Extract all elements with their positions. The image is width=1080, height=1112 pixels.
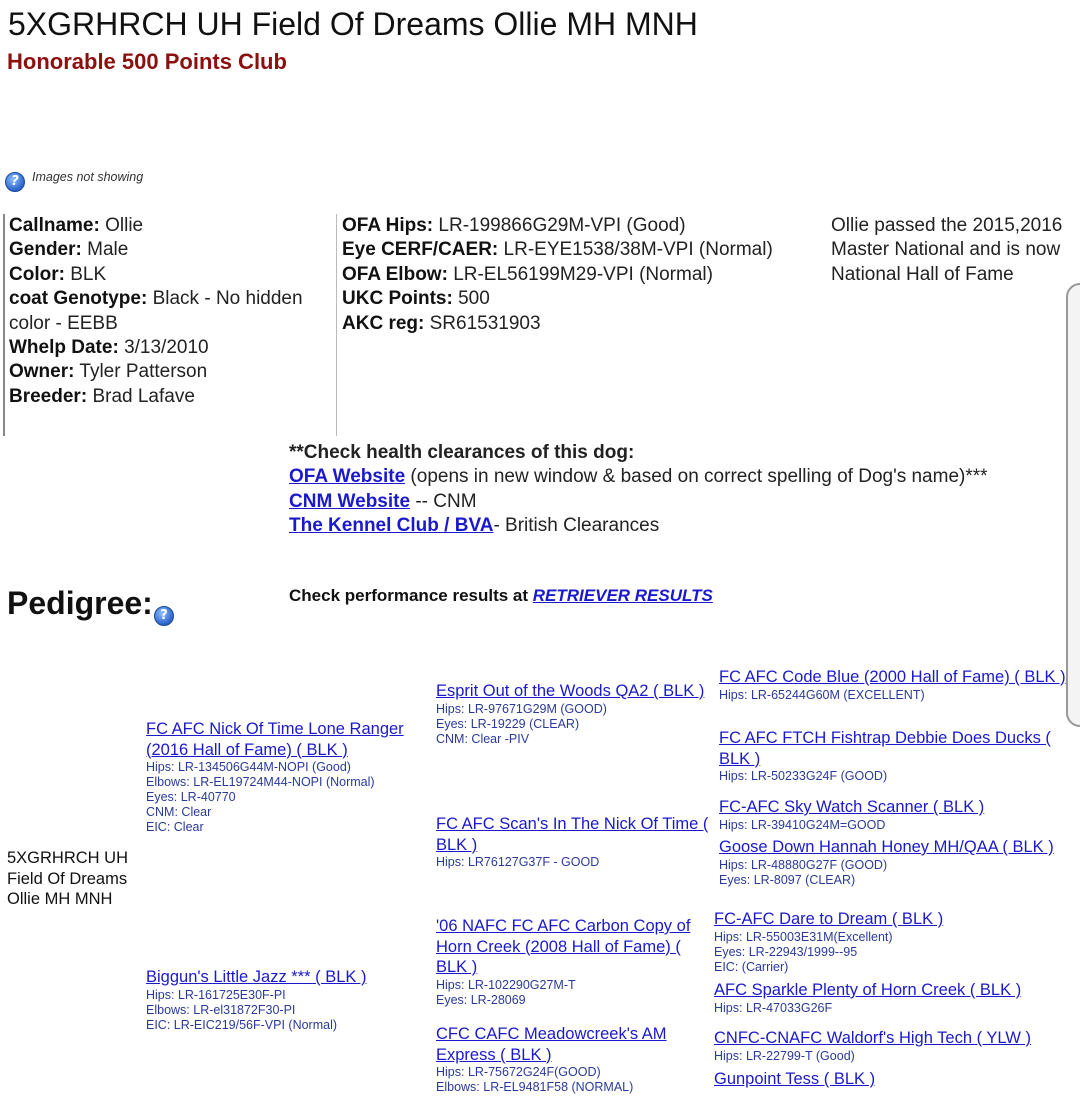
performance-text: Check performance results at bbox=[289, 586, 533, 605]
pedigree-help-icon[interactable]: ? bbox=[154, 606, 174, 626]
ofa-website-link[interactable]: OFA Website bbox=[289, 466, 406, 488]
pedigree-dog-link[interactable]: FC AFC Code Blue (2000 Hall of Fame) ( BLK ) bbox=[719, 668, 1066, 686]
pedigree-gen3-6 bbox=[714, 980, 1074, 1016]
pedigree-dog-link[interactable]: Esprit Out of the Woods QA2 ( BLK ) bbox=[436, 682, 705, 700]
dog-note: Ollie passed the 2015,2016 Master National and is now National Hall of Fame bbox=[831, 215, 1063, 285]
pedigree-dog-link[interactable]: FC AFC Nick Of Time Lone Ranger (2016 Hall of Fame) ( BLK ) bbox=[146, 720, 404, 759]
pedigree-gen3-3 bbox=[719, 797, 1074, 833]
cnm-note: -- CNM bbox=[410, 490, 477, 512]
kennel-club-link[interactable]: The Kennel Club / BVA bbox=[289, 515, 494, 537]
pedigree-subject: 5XGRHRCH UH Field Of Dreams Ollie MH MNH bbox=[7, 849, 129, 908]
whelp-date-row: Whelp Date: 3/13/2010 bbox=[9, 337, 209, 359]
health-line: Hips: LR-102290G27M-T bbox=[436, 977, 576, 992]
coat-genotype-row: coat Genotype: Black - No hidden color - EEBB bbox=[9, 288, 303, 334]
pedigree-dog-link[interactable]: Goose Down Hannah Honey MH/QAA ( BLK ) bbox=[719, 838, 1054, 856]
kennel-club-note: - British Clearances bbox=[493, 515, 660, 537]
color-row: Color: BLK bbox=[9, 263, 107, 285]
pedigree-dog-link[interactable]: FC AFC Scan's In The Nick Of Time ( BLK ) bbox=[436, 815, 709, 854]
eye-cerf-row: Eye CERF/CAER: LR-EYE1538/38M-VPI (Normal) bbox=[342, 239, 773, 261]
pedigree-dog-link[interactable]: CNFC-CNAFC Waldorf's High Tech ( YLW ) bbox=[714, 1029, 1032, 1047]
health-line: Hips: LR-97671G29M (GOOD) bbox=[436, 701, 607, 716]
health-line: Hips: LR-134506G44M-NOPI (Good) bbox=[146, 760, 351, 774]
pedigree-dam-dam bbox=[436, 1024, 708, 1095]
pedigree-gen3-5 bbox=[714, 909, 1074, 975]
page-subtitle: Honorable 500 Points Club bbox=[7, 49, 287, 74]
cnm-website-link[interactable]: CNM Website bbox=[289, 490, 411, 512]
health-heading: **Check health clearances of this dog: bbox=[289, 442, 635, 463]
health-line: Hips: LR-39410G24M=GOOD bbox=[719, 817, 886, 832]
health-line: Hips: LR-65244G60M (EXCELLENT) bbox=[719, 687, 925, 702]
health-line: Hips: LR-55003E31M(Excellent) bbox=[714, 929, 893, 944]
health-line: Hips: LR-75672G24F(GOOD) bbox=[436, 1065, 601, 1079]
ofa-note: (opens in new window & based on correct spelling of Dog's name)*** bbox=[405, 466, 988, 488]
health-line: Hips: LR-22799-T (Good) bbox=[714, 1048, 855, 1063]
pedigree-gen3-2 bbox=[719, 728, 1071, 784]
dog-health-registration bbox=[336, 214, 822, 436]
health-line: Eyes: LR-28069 bbox=[436, 992, 526, 1007]
retriever-results-link[interactable]: RETRIEVER RESULTS bbox=[532, 586, 713, 605]
health-line: Eyes: LR-22943/1999--95 bbox=[714, 944, 858, 959]
breeder-row: Breeder: Brad Lafave bbox=[9, 385, 195, 407]
pedigree-dog-link[interactable]: CFC CAFC Meadowcreek's AM Express ( BLK ) bbox=[436, 1025, 667, 1064]
health-clearances bbox=[289, 441, 988, 539]
health-line: Elbows: LR-EL9481F58 (NORMAL) bbox=[436, 1080, 634, 1094]
health-line: CNM: Clear -PIV bbox=[436, 731, 530, 746]
health-line: EIC: LR-EIC219/56F-VPI (Normal) bbox=[146, 1017, 338, 1032]
performance-results bbox=[289, 586, 713, 606]
dog-details bbox=[3, 214, 331, 436]
pedigree-gen3-7 bbox=[714, 1028, 1074, 1064]
pedigree-sire bbox=[146, 719, 426, 835]
health-line: Hips: LR76127G37F - GOOD bbox=[436, 855, 600, 869]
health-line: Eyes: LR-19229 (CLEAR) bbox=[436, 716, 580, 731]
help-icon[interactable]: ? bbox=[5, 172, 25, 192]
health-line: Hips: LR-161725E30F-PI bbox=[146, 987, 286, 1002]
health-line: Hips: LR-50233G24F (GOOD) bbox=[719, 769, 888, 783]
health-line: CNM: Clear bbox=[146, 805, 212, 819]
images-note-text: Images not showing bbox=[32, 170, 144, 184]
akc-reg-row: AKC reg: SR61531903 bbox=[342, 312, 541, 334]
health-line: Hips: LR-48880G27F (GOOD) bbox=[719, 857, 888, 872]
pedigree-dam-sire bbox=[436, 916, 708, 1008]
pedigree-heading: Pedigree: bbox=[7, 585, 153, 621]
pedigree-sire-dam bbox=[436, 814, 714, 870]
pedigree-dog-link[interactable]: FC-AFC Dare to Dream ( BLK ) bbox=[714, 910, 944, 928]
health-line: Eyes: LR-40770 bbox=[146, 790, 236, 804]
health-line: Eyes: LR-8097 (CLEAR) bbox=[719, 872, 856, 887]
health-line: EIC: Clear bbox=[146, 820, 204, 834]
pedigree-dog-link[interactable]: AFC Sparkle Plenty of Horn Creek ( BLK ) bbox=[714, 981, 1022, 999]
pedigree-dog-link[interactable]: '06 NAFC FC AFC Carbon Copy of Horn Creek (2008 Hall of Fame) ( BLK ) bbox=[436, 917, 691, 976]
owner-row: Owner: Tyler Patterson bbox=[9, 361, 208, 383]
health-line: Elbows: LR-el31872F30-PI bbox=[146, 1002, 296, 1017]
scrollbar[interactable] bbox=[1066, 283, 1080, 727]
ofa-elbow-row: OFA Elbow: LR-EL56199M29-VPI (Normal) bbox=[342, 263, 713, 285]
gender-row: Gender: Male bbox=[9, 239, 129, 261]
ofa-hips-row: OFA Hips: LR-199866G29M-VPI (Good) bbox=[342, 215, 686, 236]
pedigree-gen3-1 bbox=[719, 667, 1071, 703]
pedigree-dog-link[interactable]: FC AFC FTCH Fishtrap Debbie Does Ducks ( BLK ) bbox=[719, 729, 1051, 768]
pedigree-dog-link[interactable]: Biggun's Little Jazz *** ( BLK ) bbox=[146, 968, 367, 986]
pedigree-gen3-4 bbox=[719, 837, 1077, 888]
pedigree-gen3-8 bbox=[714, 1069, 1074, 1090]
ukc-points-row: UKC Points: 500 bbox=[342, 288, 490, 310]
health-line: Hips: LR-47033G26F bbox=[714, 1000, 833, 1015]
pedigree-dog-link[interactable]: FC-AFC Sky Watch Scanner ( BLK ) bbox=[719, 798, 985, 816]
pedigree-sire-sire bbox=[436, 681, 711, 747]
health-line: EIC: (Carrier) bbox=[714, 959, 789, 974]
pedigree-dog-link[interactable]: Gunpoint Tess ( BLK ) bbox=[714, 1070, 876, 1088]
page-title: 5XGRHRCH UH Field Of Dreams Ollie MH MNH bbox=[8, 6, 698, 42]
health-line: Elbows: LR-EL19724M44-NOPI (Normal) bbox=[146, 775, 375, 789]
pedigree-dam bbox=[146, 967, 426, 1033]
callname-row: Callname: Ollie bbox=[9, 215, 144, 236]
